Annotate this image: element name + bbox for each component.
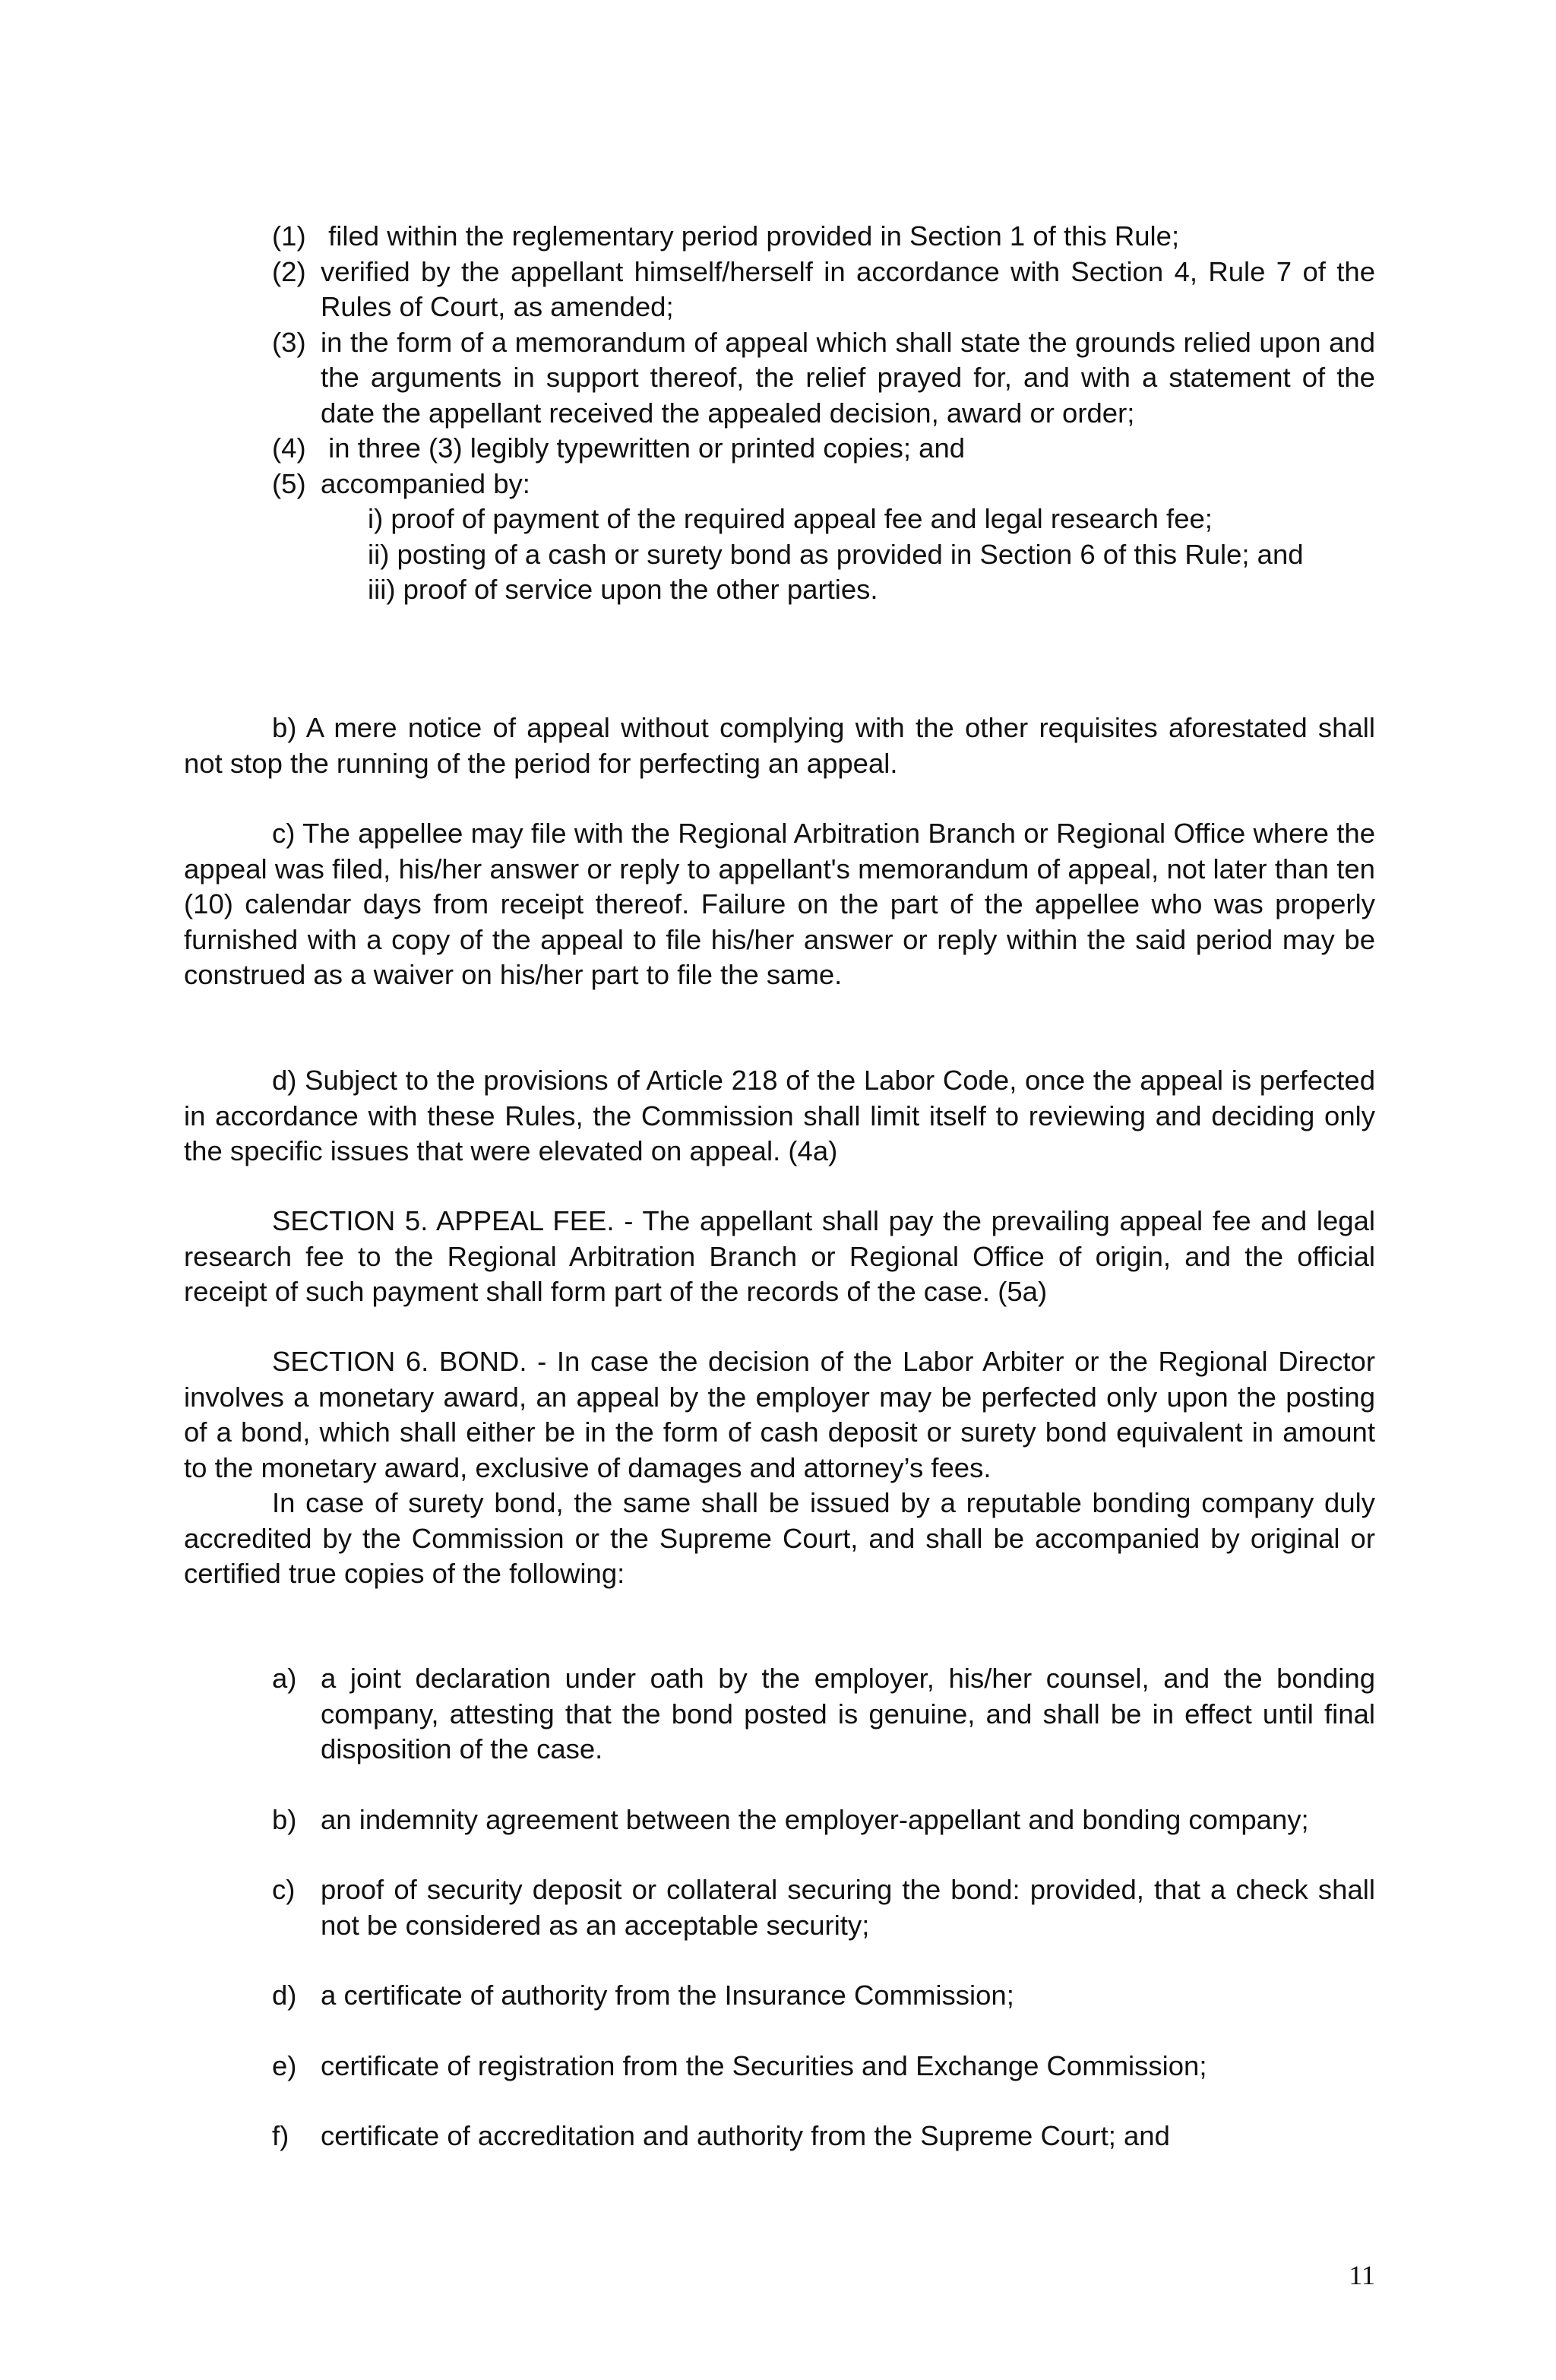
section-6	[184, 1344, 1375, 1592]
bond-document-text: certificate of registration from the Securities and Exchange Commission;	[321, 2049, 1207, 2081]
section-6-text: SECTION 6. BOND. - In case the decision of the Labor Arbiter or the Regional Director involves a monetary award, an appeal by the employer may be perfected only upon the posting of a bond, which shall either be in the form of cash deposit or surety bond equivalent in amount to the monetary award, exclusive of damages and attorney’s fees.	[184, 1346, 1375, 1483]
bond-documents-list	[272, 1661, 1375, 2154]
bond-document-item	[272, 1872, 1375, 1943]
requisite-text: in three (3) legibly typewritten or printed copies; and	[321, 432, 966, 464]
requisite-item	[272, 467, 1375, 502]
bond-document-text: a joint declaration under oath by the employer, his/her counsel, and the bonding company, attesting that the bond posted is genuine, and shall be in effect until final disposition of the case.	[321, 1663, 1375, 1764]
accompaniment-item: iii) proof of service upon the other parties.	[368, 574, 878, 605]
requisites-list	[272, 219, 1375, 608]
bond-document-marker: b)	[272, 1803, 297, 1835]
paragraph-b	[184, 711, 1375, 781]
page-number: 11	[1349, 2260, 1375, 2290]
accompaniments-list	[368, 502, 1375, 608]
requisite-item	[272, 219, 1375, 255]
accompaniment-item: i) proof of payment of the required appeal fee and legal research fee;	[368, 503, 1213, 534]
bond-document-item	[272, 1661, 1375, 1768]
bond-document-item	[272, 2049, 1375, 2084]
bond-document-text: an indemnity agreement between the employer-appellant and bonding company;	[321, 1803, 1309, 1835]
bond-document-marker: c)	[272, 1874, 296, 1905]
requisite-marker: (2)	[272, 255, 306, 287]
requisite-marker: (4)	[272, 432, 306, 464]
requisite-marker: (1)	[272, 220, 306, 252]
requisite-marker: (5)	[272, 467, 306, 499]
accompaniment-item: ii) posting of a cash or surety bond as provided in Section 6 of this Rule; and	[368, 538, 1304, 570]
bond-document-item	[272, 2119, 1375, 2154]
requisite-item	[272, 325, 1375, 432]
paragraph-d-text: d) Subject to the provisions of Article 218 of the Labor Code, once the appeal is perfected in accordance with these Rules, the Commission shall limit itself to reviewing and deciding only the specific issues that were elevated on appeal. (4a)	[184, 1065, 1375, 1166]
bond-document-marker: d)	[272, 1980, 297, 2011]
paragraph-d	[184, 1063, 1375, 1169]
requisite-text: verified by the appellant himself/herself in accordance with Section 4, Rule 7 of the Rules of Court, as amended;	[321, 255, 1375, 322]
paragraph-c	[184, 816, 1375, 993]
bond-document-item	[272, 1802, 1375, 1838]
section-5-text: SECTION 5. APPEAL FEE. - The appellant shall pay the prevailing appeal fee and legal research fee to the Regional Arbitration Branch or Regional Office of origin, and the official receipt of such payment shall form part of the records of the case. (5a)	[184, 1205, 1375, 1307]
bond-document-item	[272, 1978, 1375, 2014]
requisite-marker: (3)	[272, 326, 306, 358]
bond-document-marker: f)	[272, 2120, 289, 2151]
requisite-text: accompanied by:	[321, 467, 530, 499]
bond-document-marker: a)	[272, 1663, 297, 1694]
section-5	[184, 1204, 1375, 1310]
requisite-item	[272, 431, 1375, 467]
paragraph-b-text: b) A mere notice of appeal without complying with the other requisites aforestated shall not stop the running of the period for perfecting an appeal.	[184, 712, 1375, 779]
bond-document-text: a certificate of authority from the Insurance Commission;	[321, 1980, 1014, 2011]
requisite-item	[272, 255, 1375, 325]
bond-document-text: certificate of accreditation and authority from the Supreme Court; and	[321, 2120, 1170, 2151]
requisite-text: in the form of a memorandum of appeal which shall state the grounds relied upon and the arguments in support thereof, the relief prayed for, and with a statement of the date the appellant received the appealed decision, award or order;	[321, 326, 1375, 429]
paragraph-c-text: c) The appellee may file with the Regional Arbitration Branch or Regional Office where the appeal was filed, his/her answer or reply to appellant's memorandum of appeal, not later than ten (10) calendar days from receipt thereof. Failure on the part of the appellee who was properly furnished with a copy of the appeal to file his/her answer or reply within the said period may be construed as a waiver on his/her part to file the same.	[184, 818, 1375, 990]
bond-document-text: proof of security deposit or collateral securing the bond: provided, that a check shall not be considered as an acceptable security;	[321, 1874, 1375, 1941]
bond-document-marker: e)	[272, 2049, 297, 2081]
requisite-text: filed within the reglementary period provided in Section 1 of this Rule;	[321, 220, 1180, 252]
surety-bond-text: In case of surety bond, the same shall be issued by a reputable bonding company duly accredited by the Commission or the Supreme Court, and shall be accompanied by original or certified true copies of the following:	[184, 1487, 1375, 1589]
